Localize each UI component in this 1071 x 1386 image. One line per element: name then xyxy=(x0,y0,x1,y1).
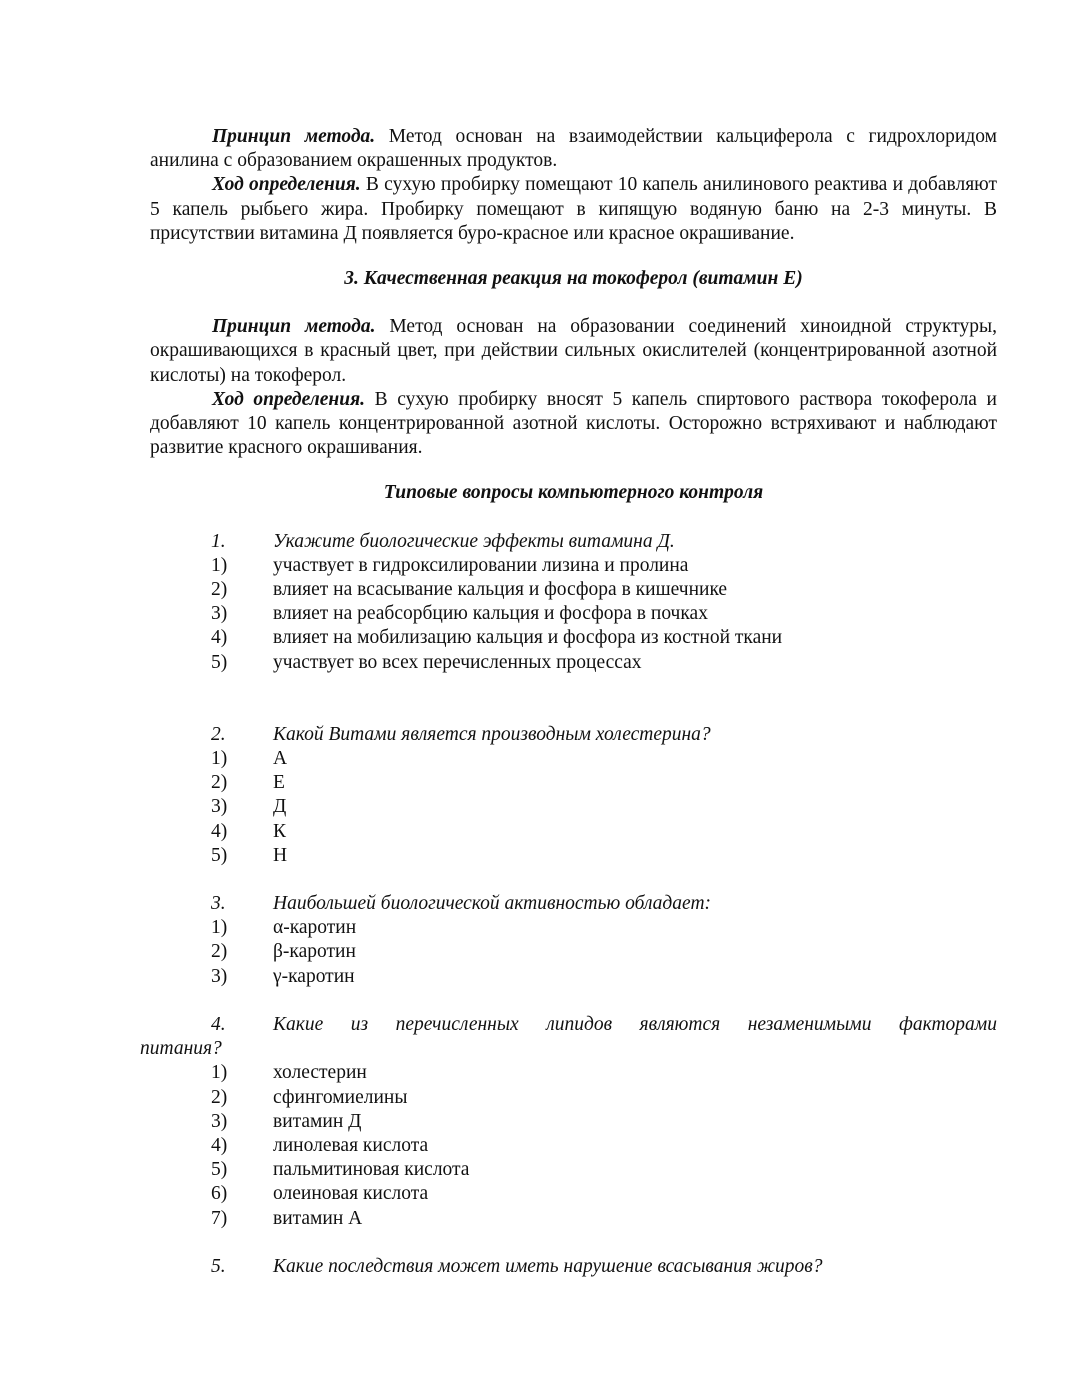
option-text: влияет на мобилизацию кальция и фосфора из костной ткани xyxy=(273,627,783,649)
option-text: пальмитиновая кислота xyxy=(273,1159,470,1181)
option-text: β-каротин xyxy=(273,941,356,963)
procedure-label: Ход определения. xyxy=(212,174,361,196)
question-number: 3. xyxy=(211,893,226,915)
question-text: Укажите биологические эффекты витамина Д. xyxy=(273,530,675,552)
option-text: сфингомиелины xyxy=(273,1086,408,1108)
answer-option xyxy=(150,1110,997,1134)
answer-option xyxy=(150,844,997,868)
option-text: γ-каротин xyxy=(273,965,355,987)
question-text: Какие из перечисленных липидов являются незаменимыми факторами xyxy=(273,1013,997,1035)
questions-heading: Типовые вопросы компьютерного контроля xyxy=(383,482,764,504)
option-text: А xyxy=(273,748,288,770)
answer-option xyxy=(150,1158,997,1182)
answer-option xyxy=(150,1182,997,1206)
answer-option xyxy=(150,554,997,578)
option-number: 2) xyxy=(211,941,228,963)
procedure-text: В сухую пробирку помещают 10 капель анилинового реактива и добавляют 5 капель рыбьего жира. Пробирку помещают в кипящую водяную баню на 2-3 минуты. В присутствии витамина Д появляется буро-красное или красное окрашивание. xyxy=(150,174,997,244)
principle-label: Принцип метода. xyxy=(212,316,376,338)
question-title xyxy=(150,530,997,554)
option-text: Е xyxy=(273,772,285,794)
option-number: 5) xyxy=(211,1159,228,1181)
option-text: α-каротин xyxy=(273,917,357,939)
option-text: витамин А xyxy=(273,1207,363,1229)
question-title xyxy=(150,723,997,747)
option-number: 3) xyxy=(211,603,228,625)
procedure-label: Ход определения. xyxy=(212,388,365,410)
question-1 xyxy=(150,530,997,675)
question-title xyxy=(150,1255,997,1279)
option-number: 4) xyxy=(211,627,228,649)
answer-option xyxy=(150,795,997,819)
option-number: 5) xyxy=(211,651,228,673)
question-4 xyxy=(140,1013,997,1231)
option-text: олеиновая кислота xyxy=(273,1183,429,1205)
option-text: участвует в гидроксилировании лизина и пролина xyxy=(273,554,689,576)
question-number: 4. xyxy=(211,1013,226,1035)
vitamin-d-principle xyxy=(150,125,997,173)
answer-option xyxy=(150,1061,997,1085)
principle-text: Метод основан на образовании соединений хиноидной структуры, окрашивающихся в красный цвет, при действии сильных окислителей (концентрированной азотной кислоты) на токоферол. xyxy=(150,316,997,386)
spacer xyxy=(150,1231,997,1255)
question-text: Какие последствия может иметь нарушение всасывания жиров? xyxy=(273,1255,823,1277)
option-number: 5) xyxy=(211,844,228,866)
option-number: 6) xyxy=(211,1183,228,1205)
vitamin-d-procedure xyxy=(150,173,997,246)
answer-option xyxy=(150,578,997,602)
section-heading-vitamin-e: 3. Качественная реакция на токоферол (витамин Е) xyxy=(344,268,803,290)
spacer xyxy=(150,989,997,1013)
option-number: 4) xyxy=(211,820,228,842)
spacer xyxy=(150,868,997,892)
question-text: Какой Витами является производным холестерина? xyxy=(273,723,711,745)
option-number: 7) xyxy=(211,1207,228,1229)
option-number: 1) xyxy=(211,748,228,770)
answer-option xyxy=(150,602,997,626)
vitamin-e-procedure xyxy=(150,388,997,461)
option-text: влияет на реабсорбцию кальция и фосфора в почках xyxy=(273,603,708,625)
answer-option xyxy=(150,1134,997,1158)
option-text: влияет на всасывание кальция и фосфора в кишечнике xyxy=(273,579,728,601)
option-number: 1) xyxy=(211,554,228,576)
answer-option xyxy=(150,820,997,844)
answer-option xyxy=(150,1207,997,1231)
question-2 xyxy=(150,723,997,868)
question-3 xyxy=(150,892,997,989)
question-number: 1. xyxy=(211,530,226,552)
answer-option xyxy=(150,1086,997,1110)
option-text: линолевая кислота xyxy=(273,1134,429,1156)
option-text: К xyxy=(273,820,287,842)
vitamin-e-principle xyxy=(150,315,997,388)
option-number: 3) xyxy=(211,1110,228,1132)
question-text: Наибольшей биологической активностью обладает: xyxy=(273,893,712,915)
document-page xyxy=(140,125,997,1279)
question-text-continued: питания? xyxy=(140,1038,222,1060)
option-number: 3) xyxy=(211,796,228,818)
principle-label: Принцип метода. xyxy=(212,126,376,147)
principle-text: Метод основан на взаимодействии кальциферола с гидрохлоридом анилина с образованием окрашенных продуктов. xyxy=(150,126,997,172)
option-number: 2) xyxy=(211,1086,228,1108)
answer-option xyxy=(150,965,997,989)
question-title xyxy=(150,892,997,916)
question-number: 5. xyxy=(211,1255,226,1277)
option-text: участвует во всех перечисленных процессах xyxy=(273,651,642,673)
option-number: 4) xyxy=(211,1134,228,1156)
question-number: 2. xyxy=(211,723,226,745)
answer-option xyxy=(150,651,997,675)
option-text: холестерин xyxy=(273,1062,367,1084)
option-number: 1) xyxy=(211,1062,228,1084)
answer-option xyxy=(150,771,997,795)
option-number: 2) xyxy=(211,772,228,794)
question-5 xyxy=(150,1255,997,1279)
option-number: 1) xyxy=(211,917,228,939)
question-title xyxy=(150,1013,997,1037)
procedure-text: В сухую пробирку вносят 5 капель спиртового раствора токоферола и добавляют 10 капель концентрированной азотной кислоты. Осторожно встряхивают и наблюдают развитие красного окрашивания. xyxy=(150,388,997,459)
spacer xyxy=(150,675,997,723)
option-number: 3) xyxy=(211,965,228,987)
answer-option xyxy=(150,747,997,771)
option-text: витамин Д xyxy=(273,1110,362,1132)
option-number: 2) xyxy=(211,579,228,601)
option-text: Д xyxy=(273,796,287,818)
answer-option xyxy=(150,916,997,940)
answer-option xyxy=(150,940,997,964)
option-text: Н xyxy=(273,844,288,866)
answer-option xyxy=(150,626,997,650)
